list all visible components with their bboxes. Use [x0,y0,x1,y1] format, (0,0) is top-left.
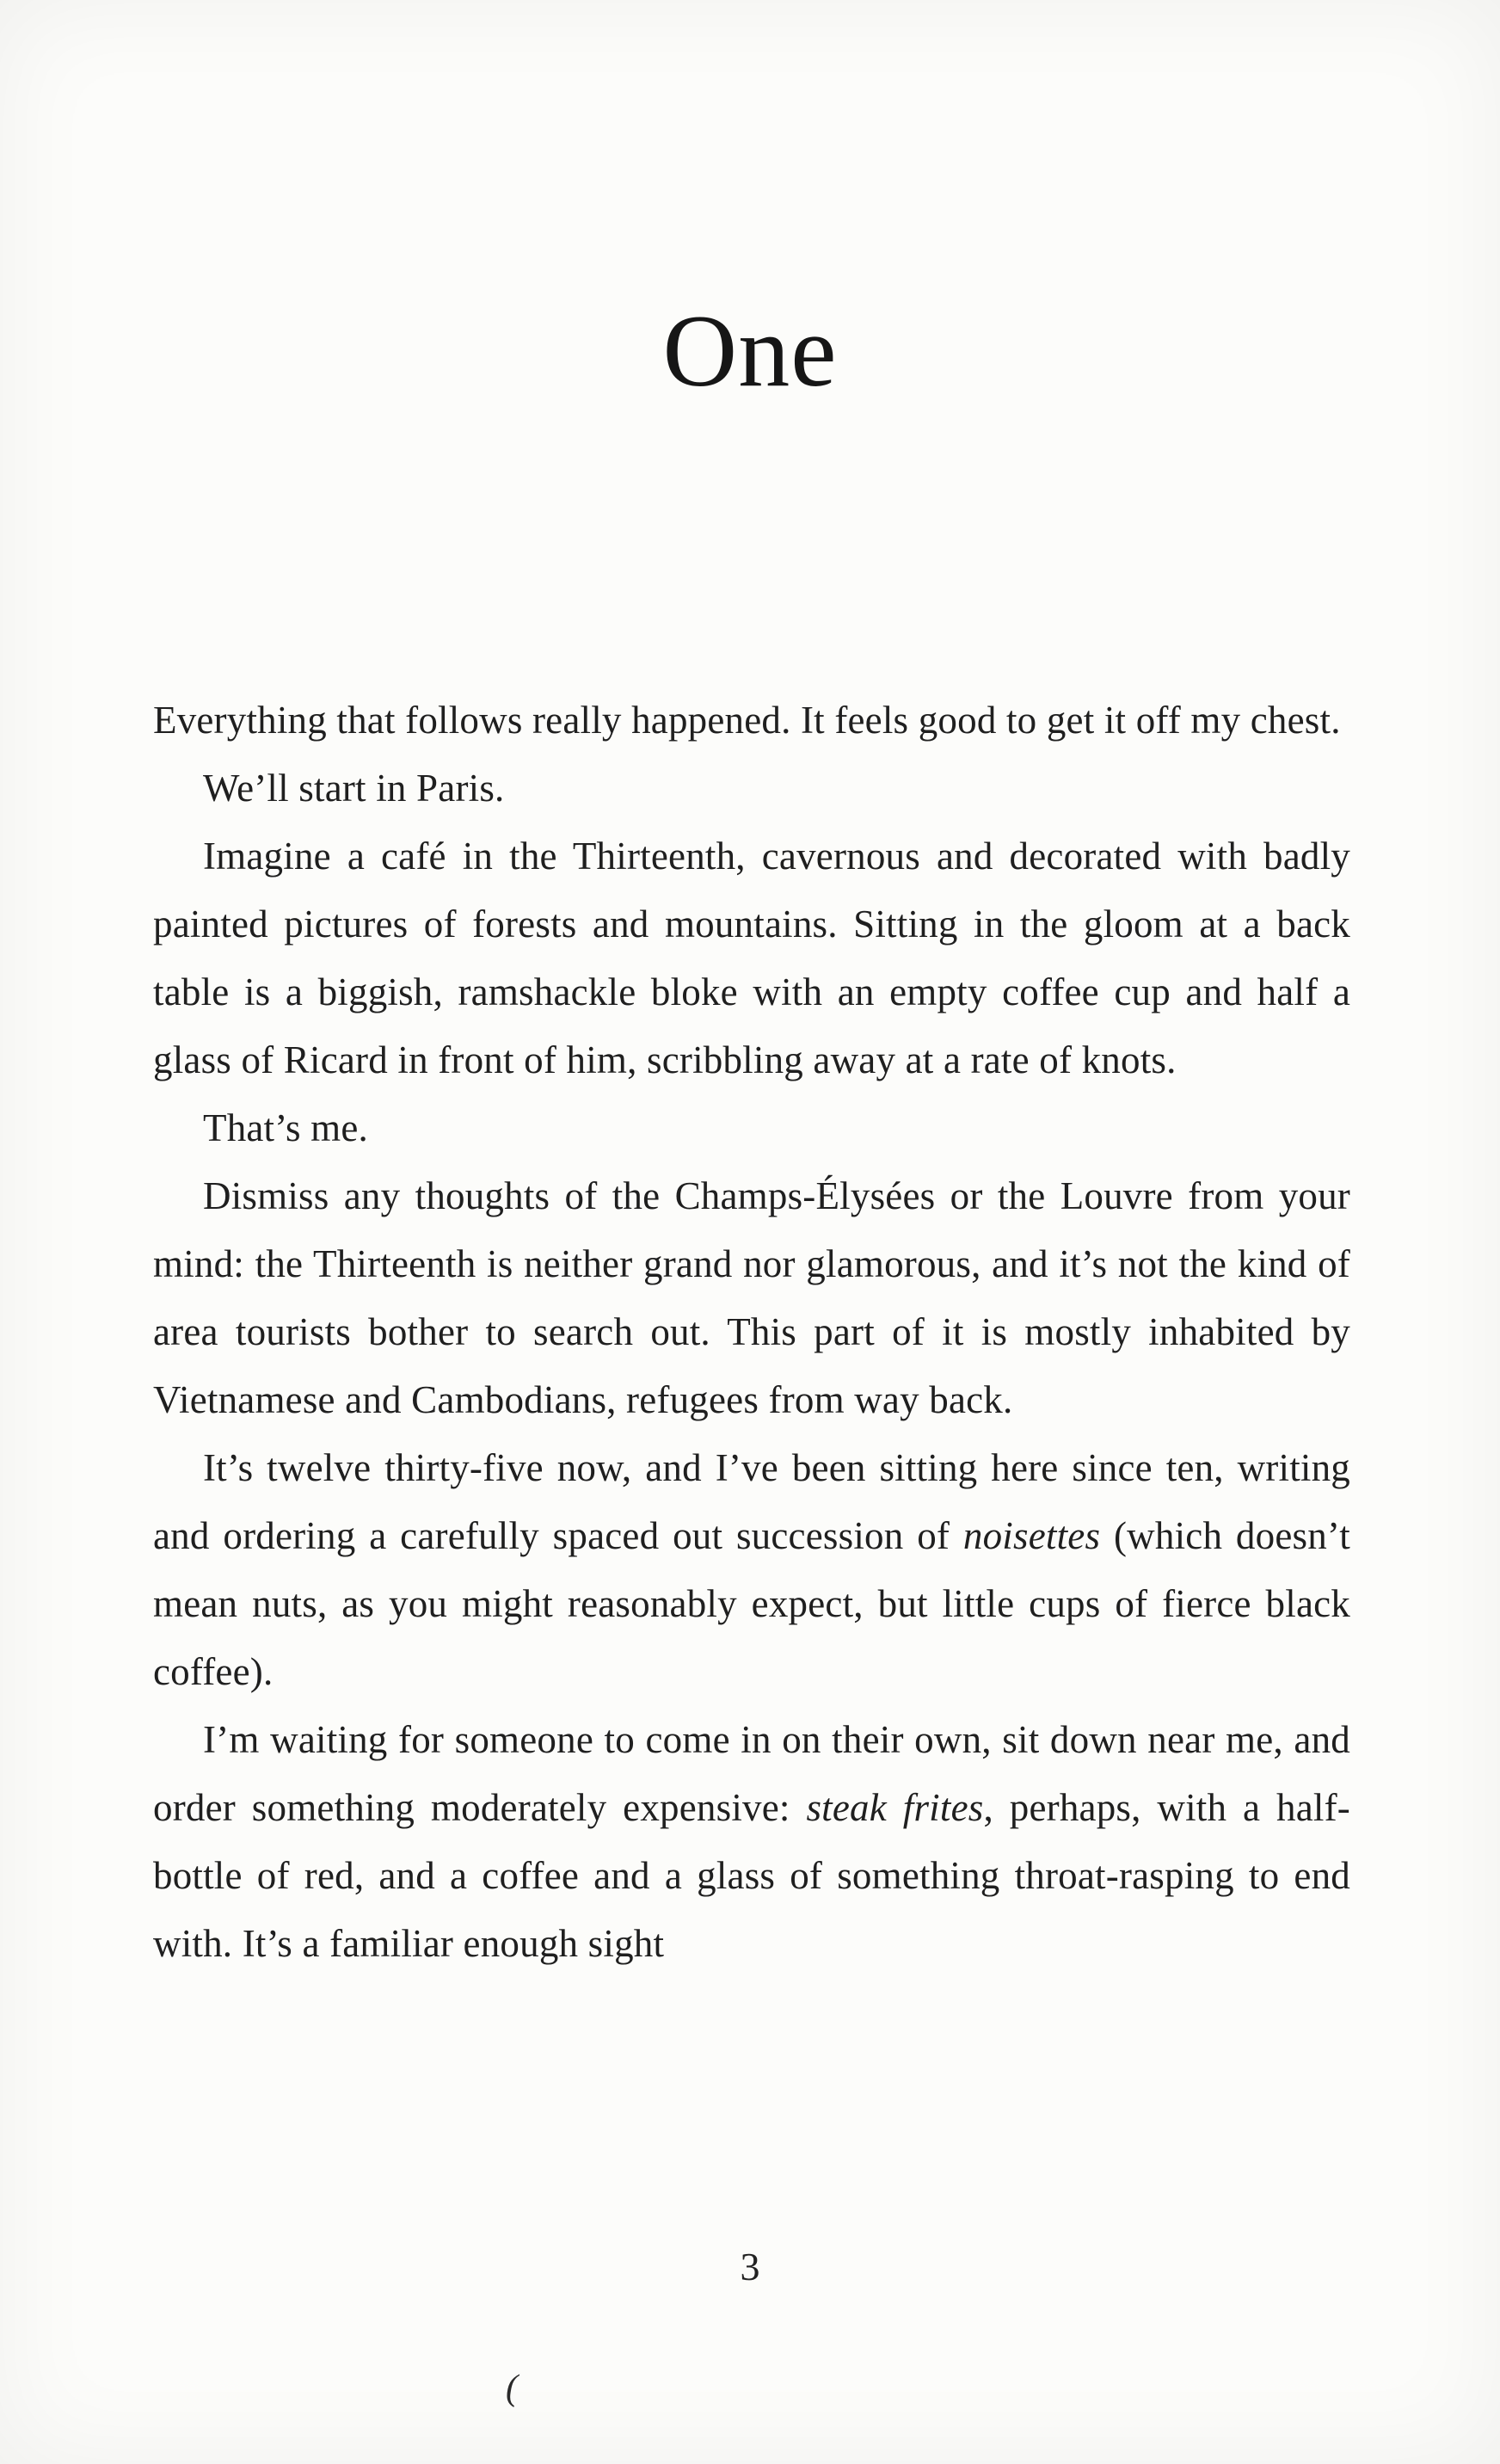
text-segment: I’m waiting for someone to come in on their own, sit down near me, and order something moderately expensive: [153,1718,1350,1829]
body-text [153,687,1350,1978]
paragraph [153,1094,1350,1162]
paragraph [153,1434,1350,1706]
text-segment: It’s twelve thirty-five now, and I’ve been sitting here since ten, writing and ordering a carefully spaced out succession of [153,1446,1350,1557]
italic-phrase: noisettes [962,1514,1101,1557]
paragraph [153,1162,1350,1434]
text-segment: Everything that follows really happened. It feels good to get it off my chest. [153,699,1341,742]
paragraph [153,822,1350,1094]
text-segment: We’ll start in Paris. [203,767,505,810]
text-segment: , perhaps, with a half-bottle of red, and a coffee and a glass of something throat-rasping to end with. It’s a familiar enough sight [153,1786,1350,1965]
text-segment: Imagine a café in the Thirteenth, cavernous and decorated with badly painted pictures of forests and mountains. Sitting in the gloom at a back table is a biggish, ramshackle bloke with an empty coffee cup and half a glass of Ricard in front of him, scribbling away at a rate of knots. [153,835,1350,1081]
chapter-title: One [662,293,838,408]
text-segment: That’s me. [203,1106,368,1149]
text-segment: Dismiss any thoughts of the Champs-Élysées or the Louvre from your mind: the Thirteenth is neither grand nor glamorous, and it’s not the kind of area tourists bother to search out. This part of it is mostly inhabited by Vietnamese and Cambodians, refugees from way back. [153,1174,1350,1421]
text-segment: (which doesn’t mean nuts, as you might reasonably expect, but little cups of fierce black coffee). [153,1514,1350,1693]
italic-phrase: steak frites [806,1786,984,1829]
paragraph [153,1706,1350,1978]
page-number: 3 [740,2245,760,2288]
paragraph [153,687,1350,755]
paragraph [153,755,1350,822]
stray-mark: ( [506,2369,518,2408]
